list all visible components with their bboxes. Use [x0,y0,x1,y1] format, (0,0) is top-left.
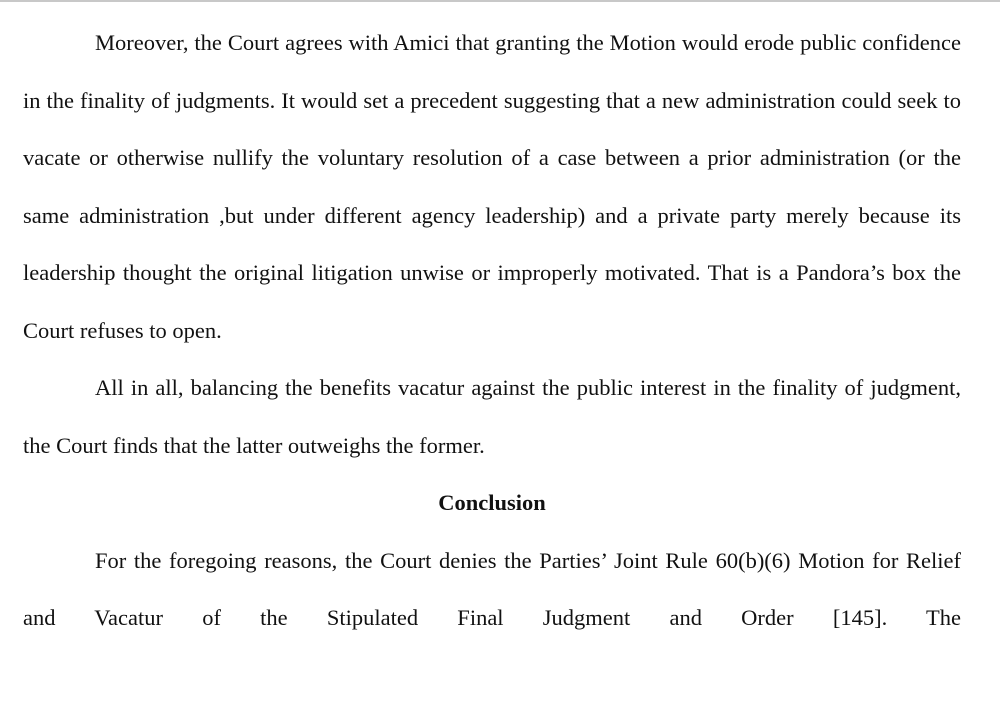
paragraph-conclusion: For the foregoing reasons, the Court denies the Parties’ Joint Rule 60(b)(6) Motion for Relief and Vacatur of the Stipulated Final Judgment and Order [145]. The [23,547,961,630]
document-page [23,14,961,647]
top-border [0,0,1000,2]
section-heading-conclusion: Conclusion [438,490,546,515]
paragraph-finality-confidence: Moreover, the Court agrees with Amici that granting the Motion would erode public confidence in the finality of judgments. It would set a precedent suggesting that a new administration could seek to vacate or otherwise nullify the voluntary resolution of a case between a prior administration (or the same administration ,but under different agency leadership) and a private party merely because its leadership thought the original litigation unwise or improperly motivated. That is a Pandora’s box the Court refuses to open. [23,30,961,343]
paragraph-balancing: All in all, balancing the benefits vacatur against the public interest in the finality of judgment, the Court finds that the latter outweighs the former. [23,375,961,458]
